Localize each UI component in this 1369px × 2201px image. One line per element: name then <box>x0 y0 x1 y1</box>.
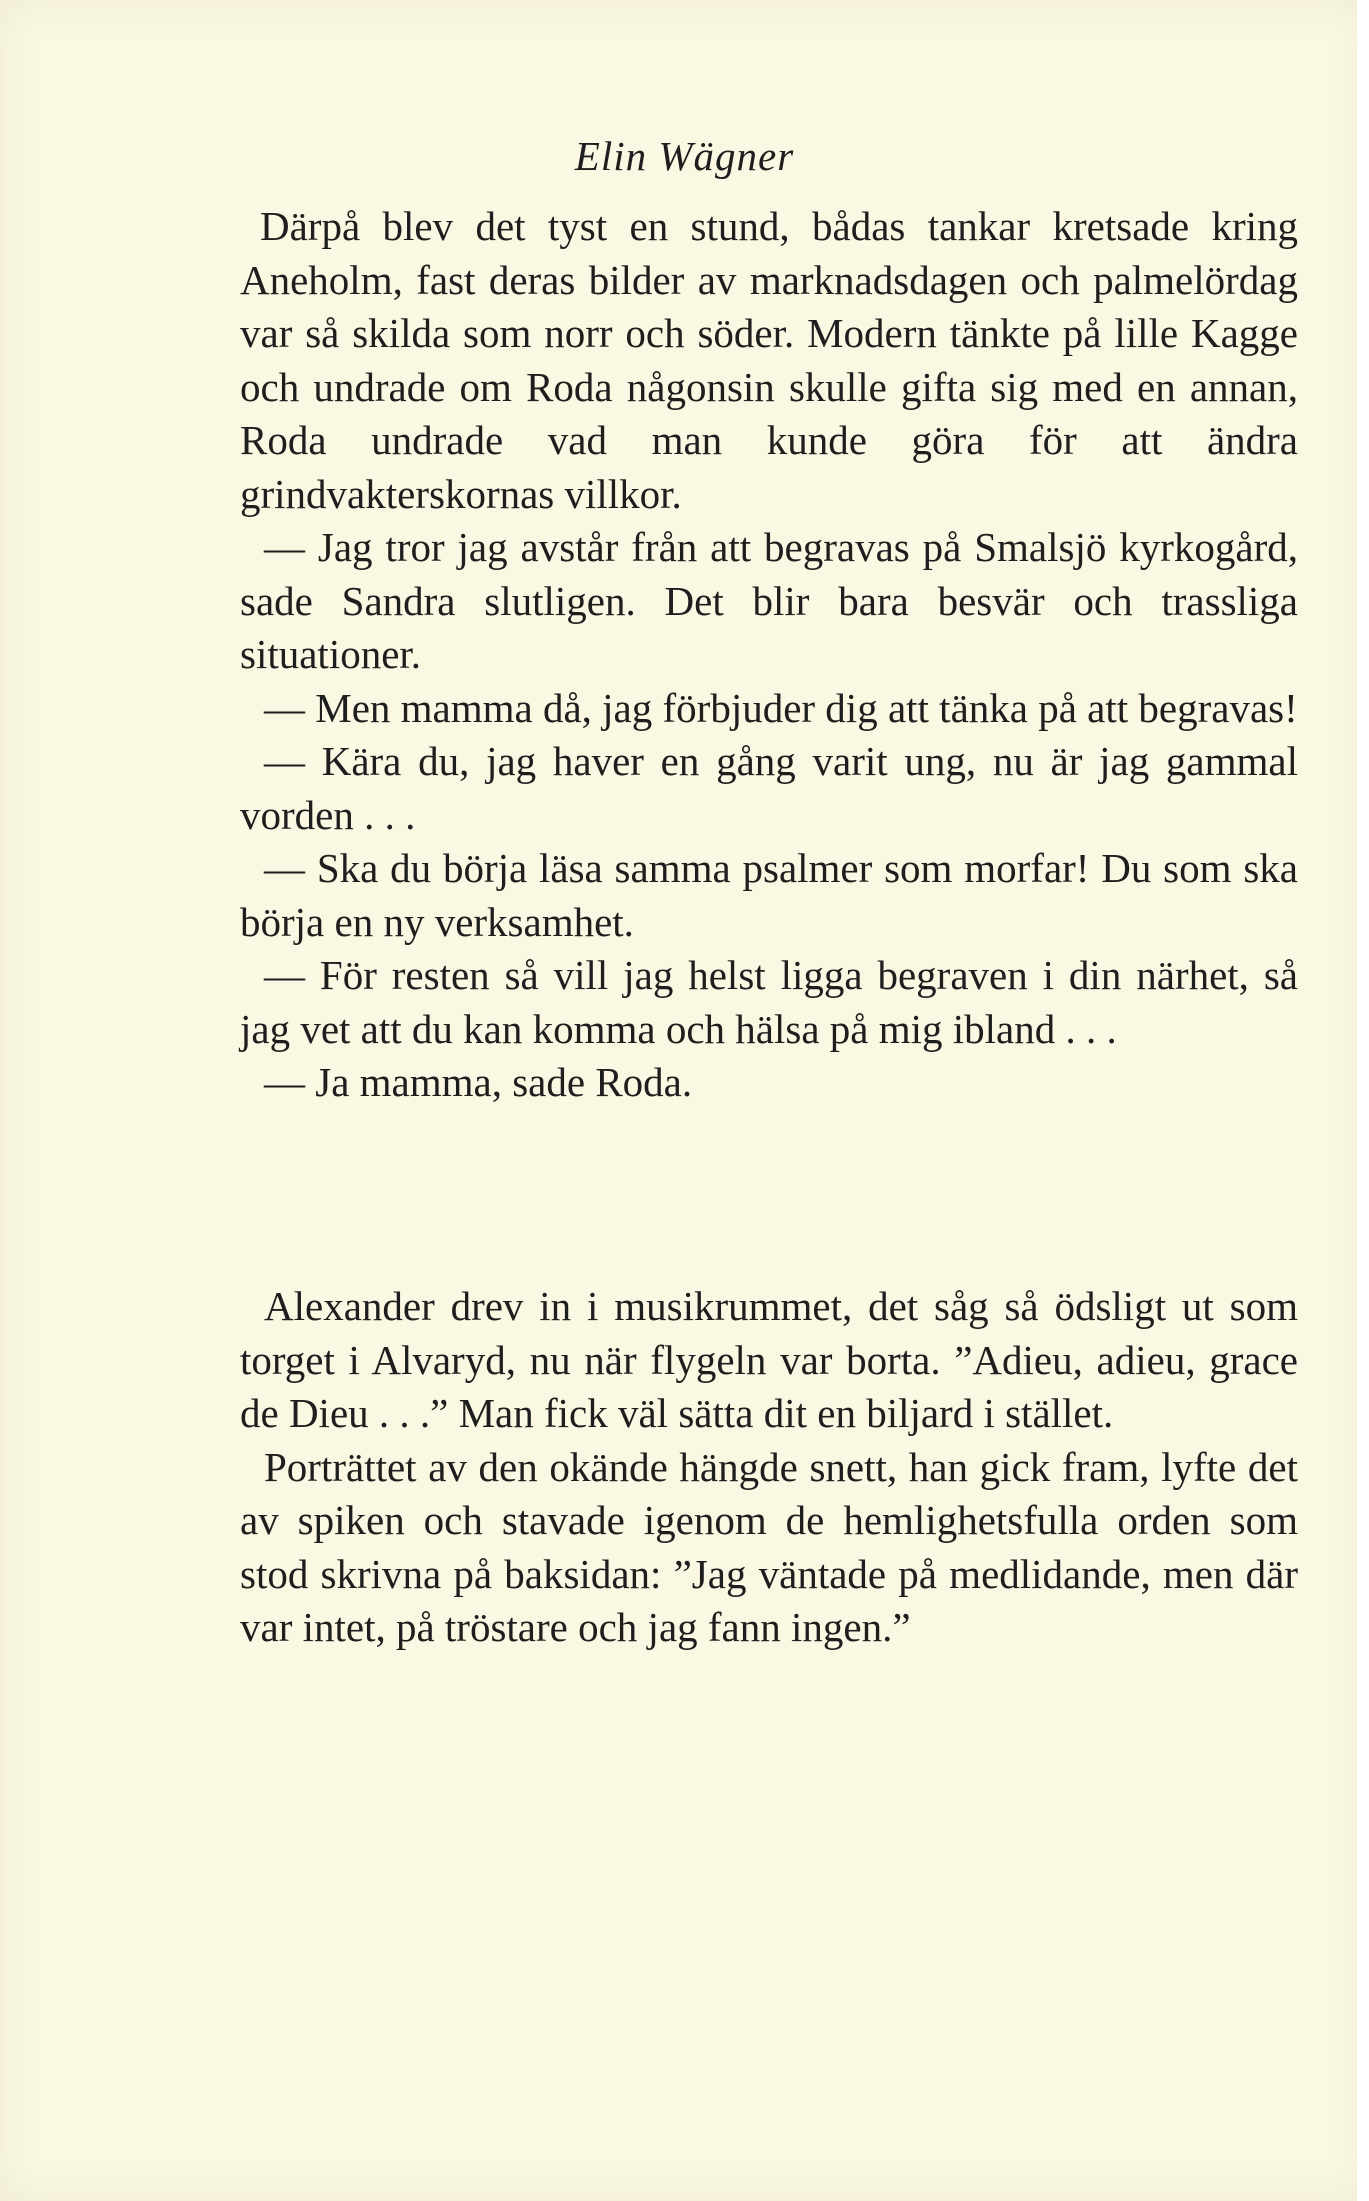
page-edge <box>1357 0 1369 2201</box>
paragraph: Därpå blev det tyst en stund, bådas tankar kretsade kring Aneholm, fast deras bilder av marknadsdagen och palmelördag var så skilda som norr och söder. Modern tänkte på lille Kagge och undrade om Roda någonsin skulle gifta sig med en annan, Roda undrade vad man kunde göra för att ändra grindvakterskornas villkor. <box>240 203 1298 517</box>
dialogue-line: — För resten så vill jag helst ligga begraven i din närhet, så jag vet att du kan komma och hälsa på mig ibland . . . <box>240 952 1298 1052</box>
dialogue-line: — Jag tror jag avstår från att begravas på Smalsjö kyrkogård, sade Sandra slutligen. Det blir bara besvär och trassliga situationer. <box>240 524 1298 677</box>
paragraph: Porträttet av den okände hängde snett, han gick fram, lyfte det av spiken och stavade igenom de hemlighetsfulla orden som stod skrivna på baksidan: ”Jag väntade på medlidande, men där var intet, på tröstare och jag fann ingen.” <box>240 1443 1298 1650</box>
dialogue-line: — Ja mamma, sade Roda. <box>264 1059 693 1105</box>
dialogue-line: — Ska du börja läsa samma psalmer som morfar! Du som ska börja en ny verksamhet. <box>240 845 1298 945</box>
text-section-1 <box>240 200 1298 1110</box>
dialogue-line: — Kära du, jag haver en gång varit ung, nu är jag gammal vorden . . . <box>240 738 1298 838</box>
paragraph: Alexander drev in i musikrummet, det såg så ödsligt ut som torget i Alvaryd, nu när flygeln var borta. ”Adieu, adieu, grace de Dieu . . .” Man fick väl sätta dit en biljard i stället. <box>240 1283 1298 1436</box>
running-header-author: Elin Wägner <box>574 133 795 179</box>
text-section-2 <box>240 1280 1298 1655</box>
dialogue-line: — Men mamma då, jag förbjuder dig att tänka på att begravas! <box>264 684 1298 731</box>
